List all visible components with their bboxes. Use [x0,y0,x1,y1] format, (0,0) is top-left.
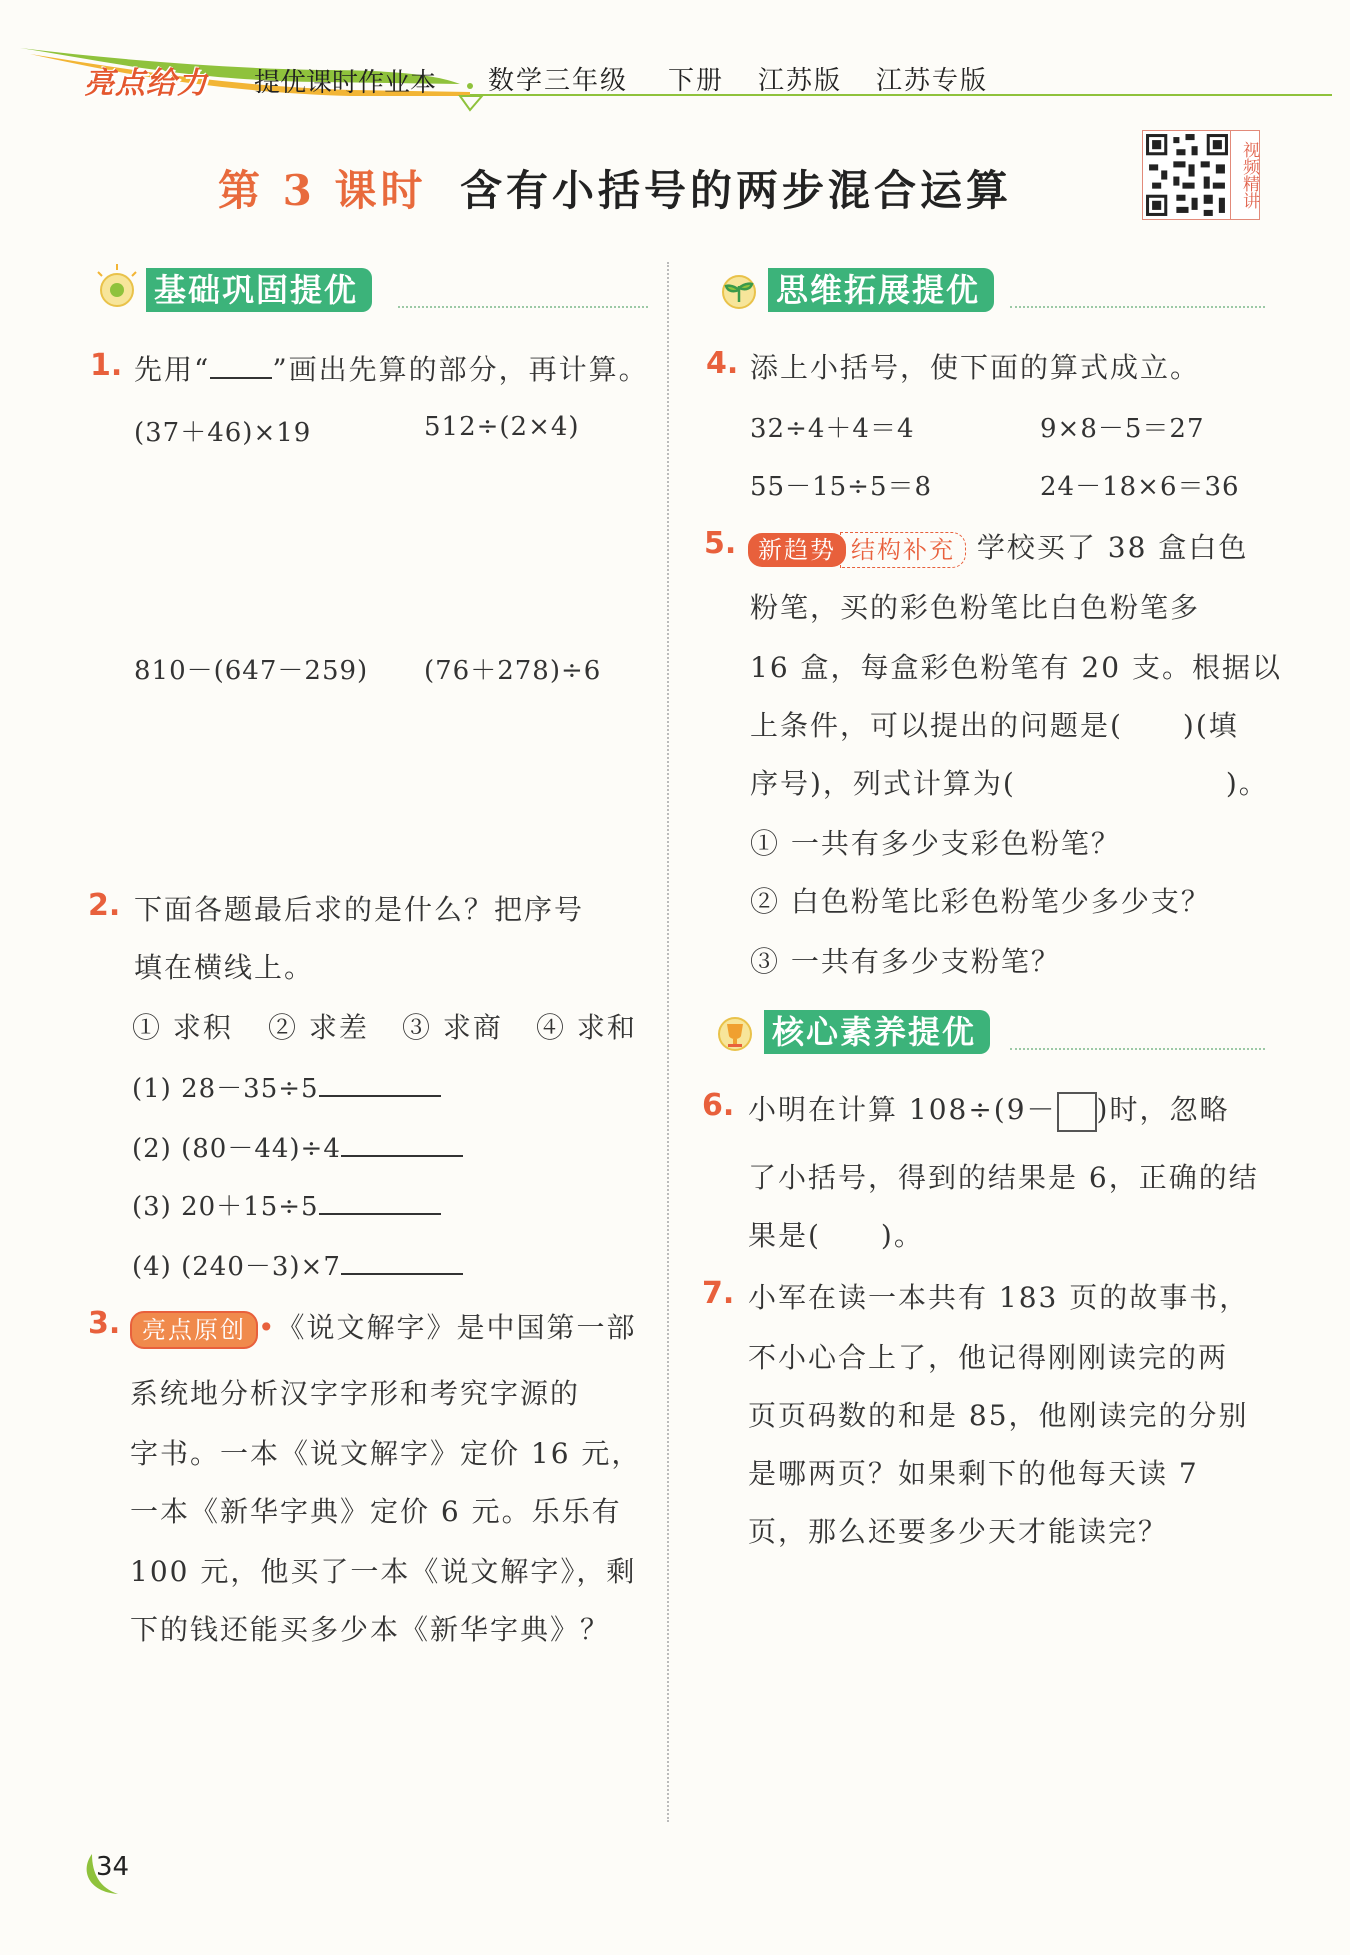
q1-expression: 810－(647－259) [134,656,369,686]
answer-blank[interactable] [341,1131,463,1157]
question-number: 2. [88,888,121,923]
question-number: 5. [704,526,737,561]
video-lecture-tag: 视频精讲 [1230,130,1260,220]
trend-tag: 新趋势 [748,533,846,567]
original-tag: 亮点原创 [130,1311,258,1349]
answer-blank[interactable] [319,1071,441,1097]
q4-expression: 9×8－5＝27 [1040,414,1205,444]
q2-option: ③ 求商 [402,1011,503,1044]
q7-line: 小军在读一本共有 183 页的故事书， [748,1281,1250,1314]
q3-line: 亮点原创 •《说文解字》是中国第一部 [130,1306,637,1349]
q2-option: ① 求积 [132,1011,233,1044]
trophy-icon [706,1002,764,1060]
section-thinking [710,268,1265,312]
section-basic-label: 基础巩固提优 [146,268,372,312]
q2-item: (3) 20＋15÷5 [132,1186,441,1223]
answer-blank[interactable] [341,1249,463,1275]
q2-item: (4) (240－3)×7 [132,1246,463,1283]
section-core [706,1010,1265,1054]
question-number: 3. [88,1306,121,1341]
question-number: 1. [90,348,123,383]
q5-option: ① 一共有多少支彩色粉笔？ [750,827,1121,860]
q4-expression: 55－15÷5＝8 [750,472,933,502]
column-divider [667,262,669,1822]
question-number: 4. [706,346,739,381]
sprout-icon [710,260,768,318]
answer-blank[interactable] [319,1189,441,1215]
lightbulb-icon [88,260,146,318]
q2-option: ② 求差 [268,1011,369,1044]
q5-line: 16 盒，每盒彩色粉笔有 20 支。根据以 [750,651,1282,684]
q7-line: 页页码数的和是 85，他刚读完的分别 [748,1399,1249,1432]
q4-expression: 24－18×6＝36 [1040,472,1240,502]
q3-line: 字书。一本《说文解字》定价 16 元， [130,1437,642,1470]
lesson-title: 含有小括号的两步混合运算 [460,166,1013,215]
q5-option: ② 白色粉笔比彩色粉笔少多少支？ [750,885,1211,918]
q6-line: 果是( )。 [748,1219,924,1252]
header-volume: 下册 [668,66,725,96]
q2-option: ④ 求和 [536,1011,637,1044]
q1-expression: 512÷(2×4) [424,412,580,442]
header-edition: 江苏版 [758,66,843,96]
section-rule [398,306,648,308]
q6-line: 了小括号，得到的结果是 6，正确的结 [748,1161,1259,1194]
q3-line: 下的钱还能买多少本《新华字典》？ [130,1613,611,1646]
q2-prompt-line: 填在横线上。 [134,951,315,984]
q3-line: 100 元，他买了一本《说文解字》，剩 [130,1555,637,1588]
structure-tag: 结构补充 [840,532,966,568]
q1-expression: (37＋46)×19 [134,418,312,448]
q5-line: 粉笔，买的彩色粉笔比白色粉笔多 [750,591,1201,624]
underline-sample [210,357,272,379]
q3-line: 系统地分析汉字字形和考究字源的 [130,1377,581,1410]
q5-line: 序号)，列式计算为( )。 [750,767,1269,800]
section-rule [1010,1048,1265,1050]
q5-option: ③ 一共有多少支粉笔？ [750,945,1061,978]
qr-code-icon[interactable] [1142,130,1232,220]
brand-subtitle: 提优课时作业本 [254,68,437,98]
lesson-number: 第 3 课时 [218,166,427,215]
page-number: 34 [96,1852,130,1882]
q1-prompt: 先用“ ”画出先算的部分，再计算。 [134,353,649,386]
q1-expression: (76＋278)÷6 [424,656,602,686]
q7-line: 不小心合上了，他记得刚刚读完的两 [748,1341,1229,1374]
question-number: 6. [702,1088,735,1123]
section-basic [88,268,648,312]
q7-line: 是哪两页？如果剩下的他每天读 7 [748,1457,1199,1490]
q4-expression: 32÷4＋4＝4 [750,414,915,444]
q7-line: 页，那么还要多少天才能读完？ [748,1515,1169,1548]
answer-box[interactable] [1057,1092,1097,1132]
q5-line: 上条件，可以提出的问题是( )(填 [750,709,1239,742]
q6-line: 小明在计算 108÷(9－ )时，忽略 [748,1088,1229,1132]
q4-prompt: 添上小括号，使下面的算式成立。 [750,351,1201,384]
section-core-label: 核心素养提优 [764,1010,990,1054]
question-number: 7. [702,1276,735,1311]
q5-line: 新趋势 结构补充 学校买了 38 盒白色 [748,526,1248,568]
section-rule [1010,306,1265,308]
header-grade: 数学三年级 [488,66,629,96]
q2-prompt-line: 下面各题最后求的是什么？把序号 [134,893,585,926]
brand-logo-text: 亮点给力 [84,66,208,101]
q2-item: (2) (80－44)÷4 [132,1128,463,1165]
q2-item: (1) 28－35÷5 [132,1068,441,1105]
header-special-edition: 江苏专版 [876,66,989,96]
section-thinking-label: 思维拓展提优 [768,268,994,312]
q3-line: 一本《新华字典》定价 6 元。乐乐有 [130,1495,622,1528]
